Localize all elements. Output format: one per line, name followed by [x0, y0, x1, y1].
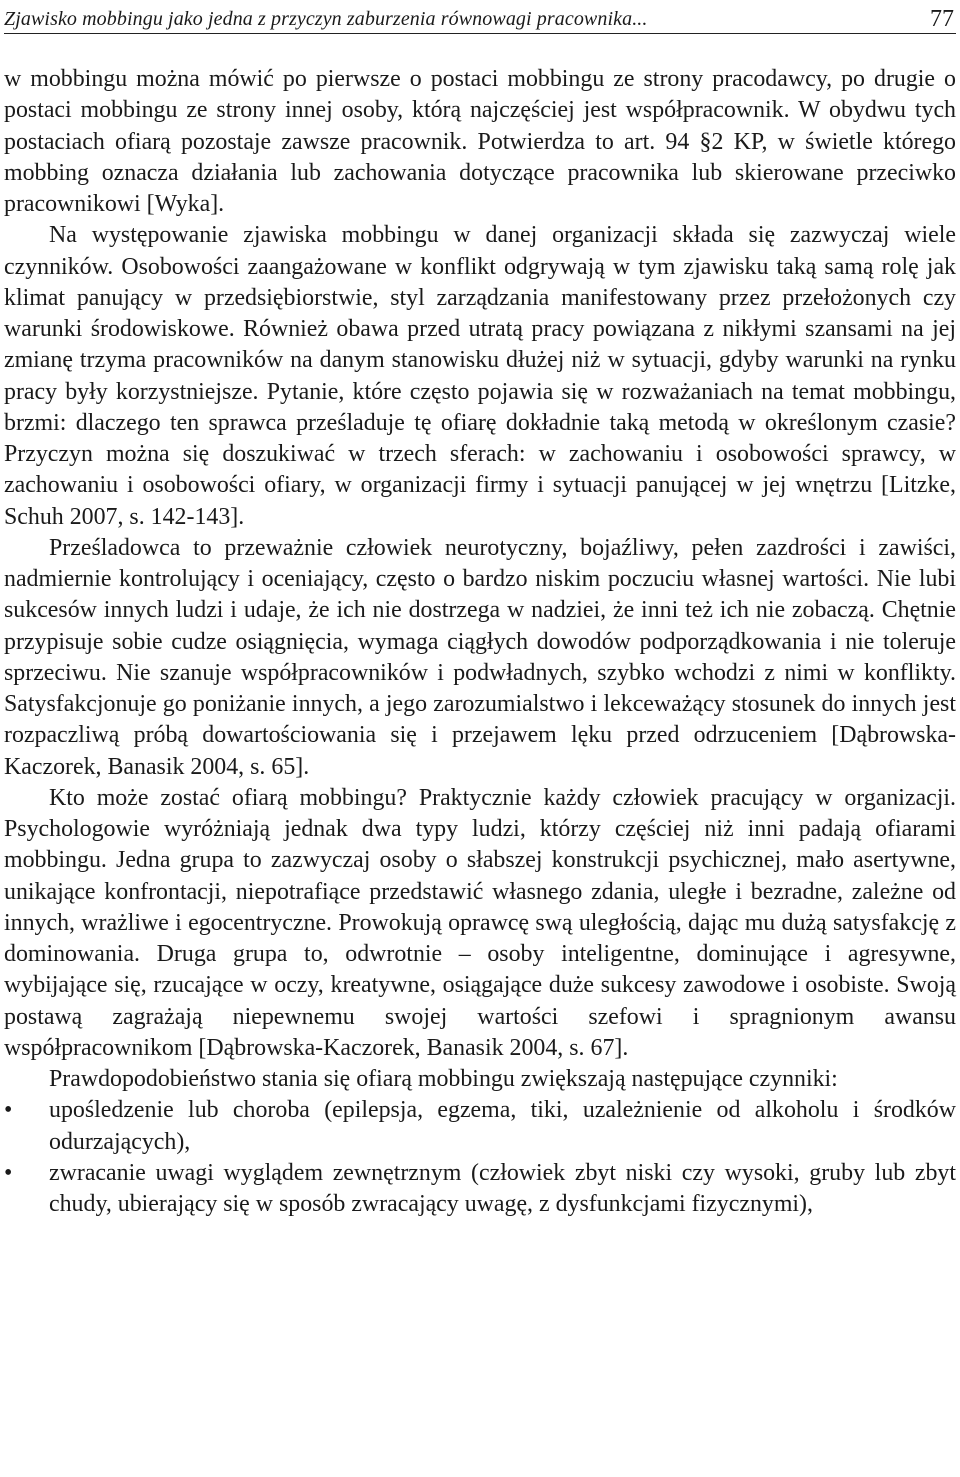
page-number: 77 [930, 6, 954, 32]
running-header-title: Zjawisko mobbingu jako jedna z przyczyn zaburzenia równowagi pracownika... [4, 8, 648, 30]
bullet-icon: • [4, 1159, 13, 1186]
paragraph-persecutor: Prześladowca to przeważnie człowiek neurotyczny, bojaźliwy, pełen zazdrości i zawiści, nadmiernie kontrolujący i oceniający, często o bardzo niskim poczuciu własnej wartości. Nie lubi sukcesów innych ludzi i udaje, że ich nie dostrzega w nadziei, że inni też ich nie zobaczą. Chętnie przypisuje sobie cudze osiągnięcia, wymaga ciągłych dowodów podporządkowania i nie toleruje sprzeciwu. Nie szanuje współpracowników i podwładnych, szybko wchodzi z nimi w konflikty. Satysfakcjonuje go poniżanie innych, a jego zarozumialstwo i lekceważący stosunek do innych jest rozpaczliwą próbą dowartościowania się i przejawem lęku przed odrzuceniem [Dąbrowska-Kaczorek, Banasik 2004, s. 65]. [4, 534, 956, 780]
list-item-text: upośledzenie lub choroba (epilepsja, egzema, tiki, uzależnienie od alkoholu i środków odurzających), [49, 1097, 956, 1155]
running-header [4, 0, 956, 34]
risk-factors-list [4, 1095, 956, 1220]
paragraph-continuation: w mobbingu można mówić po pierwsze o postaci mobbingu ze strony pracodawcy, po drugie o postaci mobbingu ze strony innej osoby, którą najczęściej jest współpracownik. W obydwu tych postaciach ofiarą pozostaje zawsze pracownik. Potwierdza to art. 94 §2 KP, w świetle którego mobbing oznacza działania lub zachowania dotyczące pracownika lub skierowane przeciwko pracownikowi [Wyka]. [4, 66, 956, 217]
list-item [4, 1158, 956, 1221]
paragraph-risk-factors-intro: Prawdopodobieństwo stania się ofiarą mobbingu zwiększają następujące czynniki: [49, 1066, 838, 1092]
list-item [4, 1095, 956, 1158]
bullet-icon: • [4, 1097, 13, 1124]
document-page [4, 0, 956, 1220]
paragraph-victim: Kto może zostać ofiarą mobbingu? Praktycznie każdy człowiek pracujący w organizacji. Psychologowie wyróżniają jednak dwa typy ludzi, którzy częściej niż inni padają ofiarami mobbingu. Jedna grupa to zazwyczaj osoby o słabszej konstrukcji psychicznej, mało asertywne, unikające konfrontacji, niepotrafiące przedstawić własnego zdania, uległe i bezradne, zależne od innych, wrażliwe i egocentryczne. Prowokują oprawcę swą uległością, dając mu dużą satysfakcję z dominowania. Druga grupa to, odwrotnie – osoby inteligentne, dominujące i agresywne, wybijające się, rzucające w oczy, kreatywne, osiągające duże sukcesy zawodowe i osobiste. Swoją postawą zagrażają niepewnemu swojej wartości szefowi i spragnionym awansu współpracownikom [Dąbrowska-Kaczorek, Banasik 2004, s. 67]. [4, 784, 956, 1061]
list-item-text: zwracanie uwagi wyglądem zewnętrznym (człowiek zbyt niski czy wysoki, gruby lub zbyt chudy, ubierający się w sposób zwracający uwagę, z dysfunkcjami fizycznymi), [49, 1159, 956, 1217]
body-text [4, 64, 956, 1220]
paragraph-causes: Na występowanie zjawiska mobbingu w danej organizacji składa się zazwyczaj wiele czynników. Osobowości zaangażowane w konflikt odgrywają w tym zjawisku taką samą rolę jak klimat panujący w przedsiębiorstwie, styl zarządzania manifestowany przez przełożonych czy warunki środowiskowe. Również obawa przed utratą pracy powiązana z nikłymi szansami na jej zmianę trzyma pracowników na danym stanowisku dłużej niż w sytuacji, gdyby warunki na rynku pracy były korzystniejsze. Pytanie, które często pojawia się w rozważaniach na temat mobbingu, brzmi: dlaczego ten sprawca prześladuje tę ofiarę dokładnie taką metodą w określonym czasie? Przyczyn można się doszukiwać w trzech sferach: w zachowaniu i osobowości sprawcy, w zachowaniu i osobowości ofiary, w organizacji firmy i sytuacji panującej w jej wnętrzu [Litzke, Schuh 2007, s. 142-143]. [4, 222, 956, 530]
